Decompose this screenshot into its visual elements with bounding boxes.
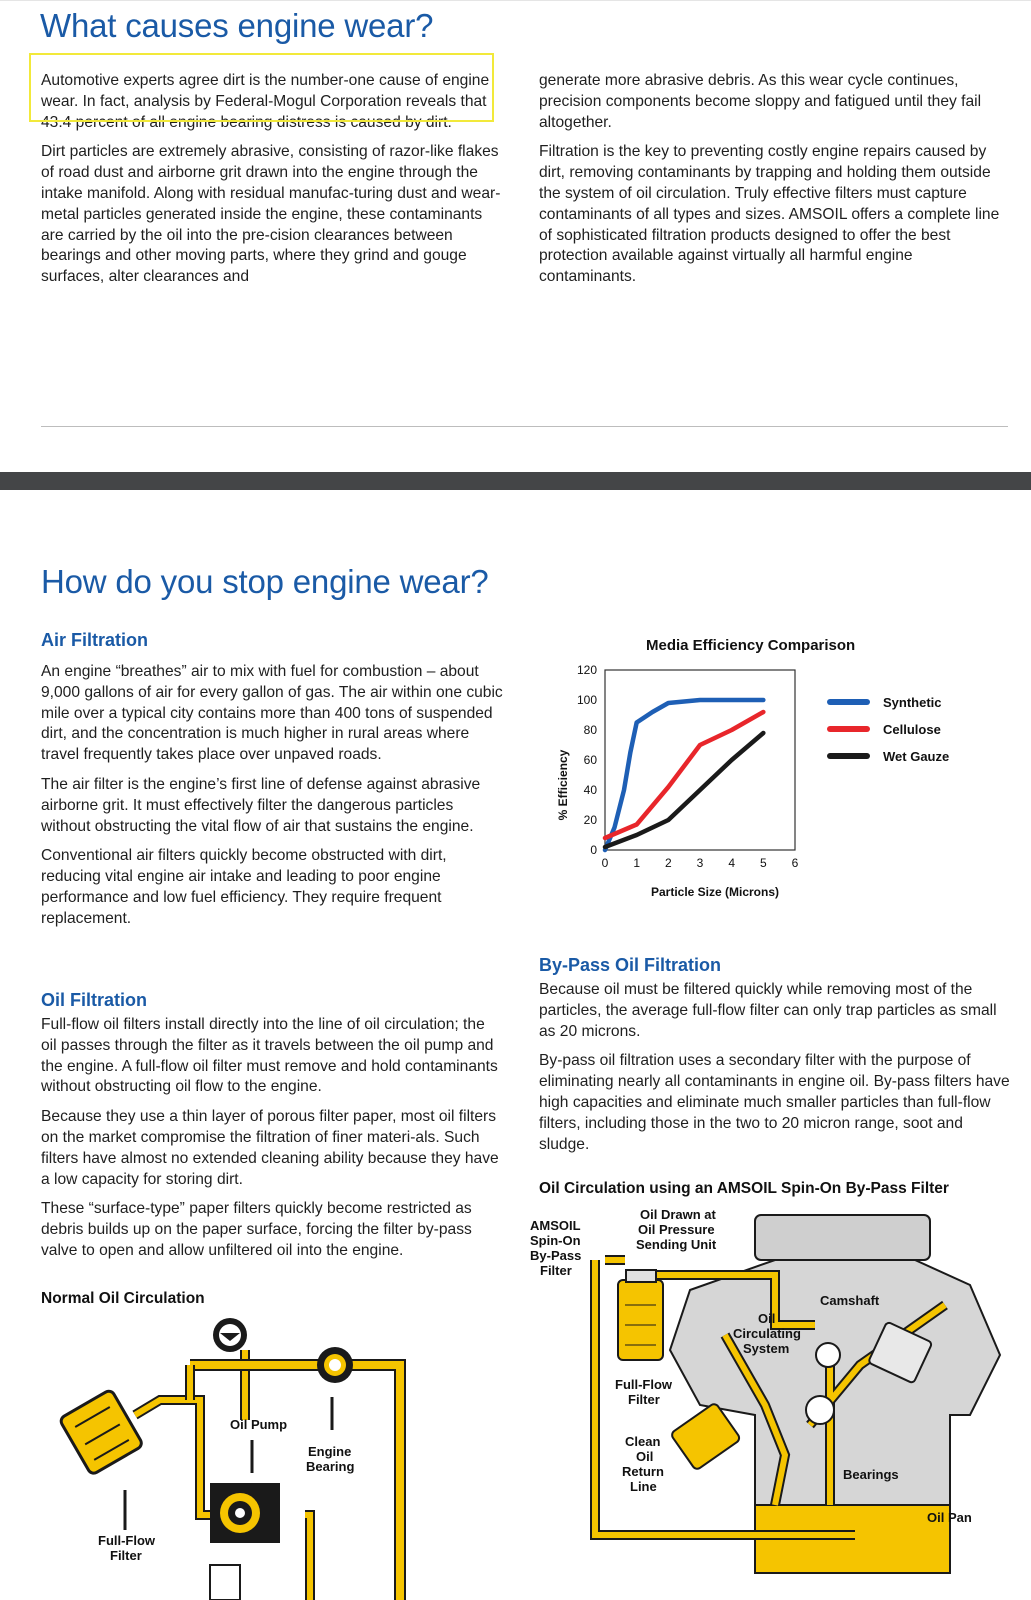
clean-oil-return-label: Return bbox=[622, 1464, 664, 1479]
amsoil-filter-label: AMSOIL bbox=[530, 1218, 581, 1233]
page-heading: How do you stop engine wear? bbox=[41, 563, 489, 600]
paragraph: Because oil must be filtered quickly while removing most of the particles, the average full-flow filter can only trap particles as small as 20 microns. bbox=[539, 981, 997, 1040]
y-tick-label: 60 bbox=[583, 753, 597, 767]
bypass-text bbox=[539, 980, 1011, 1164]
x-tick-label: 6 bbox=[791, 856, 799, 870]
clean-oil-return-label: Oil bbox=[636, 1449, 654, 1464]
oil-circulating-label: System bbox=[743, 1341, 790, 1356]
y-tick-label: 0 bbox=[590, 843, 597, 857]
paragraph: generate more abrasive debris. As this wear cycle continues, precision components become sloppy and fatigued until they fail altogether. bbox=[539, 72, 982, 131]
amsoil-filter-label: By-Pass bbox=[530, 1248, 582, 1263]
full-flow-filter-label: Full-Flow bbox=[98, 1533, 156, 1548]
y-tick-label: 20 bbox=[583, 813, 597, 827]
legend-label: Cellulose bbox=[883, 722, 941, 737]
right-column bbox=[539, 71, 1011, 297]
full-flow-filter-label: Filter bbox=[628, 1392, 660, 1407]
plot-frame bbox=[605, 670, 795, 850]
pressure-gauge-icon bbox=[213, 1318, 247, 1352]
x-tick-label: 3 bbox=[696, 856, 704, 870]
chart-legend bbox=[830, 695, 949, 764]
oil-drawn-label: Oil Pressure bbox=[638, 1222, 715, 1237]
paragraph: Full-flow oil filters install directly into the line of oil circulation; the oil passes through the filter as it travels between the oil pump and the engine. A full-flow oil filter must remove and hold contaminants without obstructing oil flow to the engine. bbox=[41, 1016, 498, 1096]
amsoil-bypass-diagram bbox=[530, 1205, 1010, 1600]
section-heading-air: Air Filtration bbox=[41, 630, 148, 650]
camshaft-icon bbox=[816, 1343, 840, 1367]
paragraph: An engine “breathes” air to mix with fuel for combustion – about 9,000 gallons of air for every gallon of gas. The air within one cubic mile over a typical city contains more than 400 tons of suspended dirt, and the concentration is much higher in rural areas where travel frequently takes place over unpaved roads. bbox=[41, 663, 503, 764]
y-tick-label: 80 bbox=[583, 723, 597, 737]
page-separator bbox=[0, 472, 1031, 490]
paragraph: These “surface-type” paper filters quickly become restricted as debris builds up on the paper surface, forcing the filter by-pass valve to open and allow unfiltered oil into the engine. bbox=[41, 1200, 472, 1259]
engine-bearing-label: Bearing bbox=[306, 1459, 355, 1474]
oil-drawn-label: Oil Drawn at bbox=[640, 1207, 716, 1222]
page-how-to-stop-wear bbox=[0, 490, 1031, 1600]
paragraph: Filtration is the key to preventing costly engine repairs caused by dirt, removing contaminants by trapping and holding them outside the system of oil circulation. Truly effective filters must capture contaminants of all types and sizes. AMSOIL offers a complete line of sophisticated filtration products designed to offer the best protection available against virtually all harmful engine contaminants. bbox=[539, 143, 1000, 286]
amsoil-circulation-title: Oil Circulation using an AMSOIL Spin-On By-Pass Filter bbox=[539, 1180, 949, 1197]
engine-bearing-label: Engine bbox=[308, 1444, 352, 1459]
normal-oil-circulation-diagram bbox=[40, 1305, 510, 1600]
chart-title: Media Efficiency Comparison bbox=[646, 637, 856, 654]
paragraph: Dirt particles are extremely abrasive, consisting of razor-like flakes of road dust and airborne grit drawn into the engine through the intake manifold. Along with residual manufac-turing dust and wear-metal particles generated inside the engine, these contaminants are carried by the oil into the pre-cision clearances between bearings and other moving parts, where they grind and gouge surfaces, alter clearances and bbox=[41, 143, 501, 286]
amsoil-filter-label: Spin-On bbox=[530, 1233, 581, 1248]
clean-oil-return-label: Clean bbox=[625, 1434, 661, 1449]
paragraph: Because they use a thin layer of porous filter paper, most oil filters on the market compromise the filtration of finer materi-als. Such filters have almost no extended cleaning ability because they have a low capacity for storing dirt. bbox=[41, 1108, 499, 1188]
oil-circulating-label: Oil bbox=[758, 1311, 776, 1326]
engine-bearing-icon bbox=[317, 1347, 353, 1383]
paragraph: Conventional air filters quickly become obstructed with dirt, reducing vital engine air intake and leading to poor engine performance and low fuel efficiency. They require frequent replacement. bbox=[41, 847, 447, 927]
oil-circulating-label: Circulating bbox=[733, 1326, 801, 1341]
legend-label: Synthetic bbox=[883, 695, 942, 710]
normal-circulation-title: Normal Oil Circulation bbox=[41, 1290, 205, 1307]
section-heading-oil: Oil Filtration bbox=[41, 990, 147, 1010]
left-column bbox=[41, 71, 503, 297]
oil-pan-label: Oil Pan bbox=[927, 1510, 972, 1525]
bypass-filter-icon bbox=[618, 1270, 663, 1360]
x-axis-label: Particle Size (Microns) bbox=[650, 885, 780, 899]
x-tick-label: 0 bbox=[601, 856, 609, 870]
section-heading-bypass: By-Pass Oil Filtration bbox=[539, 955, 722, 975]
y-axis-label: % Efficiency bbox=[556, 749, 570, 821]
chart-series bbox=[605, 700, 763, 850]
paragraph: By-pass oil filtration uses a secondary filter with the purpose of eliminating nearly all contaminants in engine oil. By-pass filters have high capacities and eliminate much smaller particles than full-flow filters, including those in the two to 20 micron range, soot and sludge. bbox=[539, 1052, 1010, 1153]
full-flow-filter-label: Full-Flow bbox=[615, 1377, 673, 1392]
x-tick-label: 1 bbox=[633, 856, 641, 870]
y-tick-label: 100 bbox=[576, 693, 597, 707]
paragraph: Automotive experts agree dirt is the number-one cause of engine wear. In fact, analysis by Federal-Mogul Corporation reveals that 43.4 percent of all engine bearing distress is caused by dirt. bbox=[41, 72, 490, 131]
air-filtration-text bbox=[41, 662, 503, 939]
media-efficiency-chart bbox=[545, 655, 1015, 910]
full-flow-filter-icon bbox=[59, 1389, 143, 1475]
amsoil-filter-label: Filter bbox=[540, 1263, 572, 1278]
oil-filtration-text bbox=[41, 1015, 503, 1271]
bearings-label: Bearings bbox=[843, 1467, 899, 1482]
page-what-causes-wear bbox=[0, 0, 1031, 472]
x-tick-label: 4 bbox=[728, 856, 736, 870]
camshaft-label: Camshaft bbox=[820, 1293, 880, 1308]
full-flow-filter-icon bbox=[670, 1402, 741, 1470]
legend-label: Wet Gauze bbox=[883, 749, 950, 764]
y-tick-label: 120 bbox=[576, 663, 597, 677]
clean-oil-return-label: Line bbox=[630, 1479, 657, 1494]
page-heading: What causes engine wear? bbox=[40, 7, 434, 44]
full-flow-filter-label: Filter bbox=[110, 1548, 142, 1563]
oil-pump-icon bbox=[210, 1483, 280, 1543]
paragraph: The air filter is the engine’s first line of defense against abrasive airborne grit. It must effectively filter the dangerous particles without obstructing the vital flow of air that sustains the engine. bbox=[41, 775, 481, 835]
divider bbox=[41, 426, 1008, 427]
oil-drawn-label: Sending Unit bbox=[636, 1237, 717, 1252]
oil-pump-label: Oil Pump bbox=[230, 1417, 288, 1432]
x-tick-label: 5 bbox=[759, 856, 767, 870]
x-tick-label: 2 bbox=[664, 856, 672, 870]
y-tick-label: 40 bbox=[583, 783, 597, 797]
